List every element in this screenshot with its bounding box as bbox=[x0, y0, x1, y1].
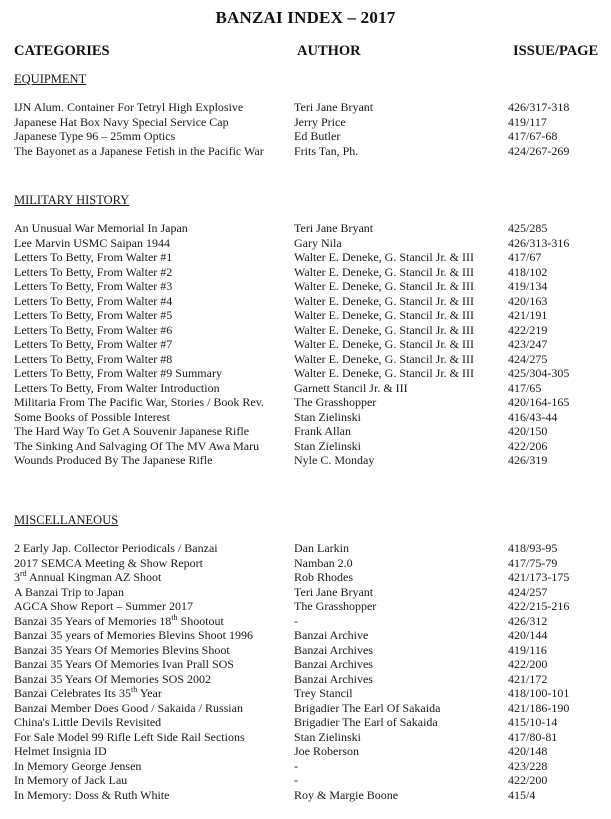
entry-author: Trey Stancil bbox=[294, 686, 353, 700]
index-entry-row bbox=[14, 788, 604, 803]
entry-list bbox=[14, 221, 604, 468]
entry-title-text: For Sale Model 99 Rifle Left Side Rail Sections bbox=[14, 729, 245, 744]
entry-issue-page: 422/215-216 bbox=[508, 599, 570, 613]
entry-title-text: Banzai 35 Years Of Memories SOS 2002 bbox=[14, 671, 211, 686]
index-entry-row bbox=[14, 686, 604, 701]
entry-title-ordinal: th bbox=[171, 612, 178, 622]
entry-author: Banzai Archives bbox=[294, 657, 373, 671]
index-entry-row bbox=[14, 556, 604, 571]
entry-title-text: Militaria From The Pacific War, Stories / Book Rev. bbox=[14, 395, 264, 409]
entry-title-text: Letters To Betty, From Walter #3 bbox=[14, 279, 173, 293]
index-entry-row bbox=[14, 144, 604, 159]
entry-title-text: China's Little Devils Revisited bbox=[14, 715, 162, 729]
entry-title bbox=[14, 236, 170, 251]
entry-list bbox=[14, 541, 604, 802]
entry-author: Brigadier The Earl Of Sakaida bbox=[294, 700, 441, 715]
entry-title bbox=[14, 250, 172, 265]
entry-issue-page: 417/67-68 bbox=[508, 129, 558, 143]
entry-issue-page: 420/164-165 bbox=[508, 395, 570, 409]
section-heading: MISCELLANEOUS bbox=[14, 513, 119, 527]
entry-issue-page: 425/285 bbox=[508, 221, 548, 235]
entry-title bbox=[14, 643, 230, 658]
entry-author: Namban 2.0 bbox=[294, 555, 353, 570]
entry-title-rest: Annual Kingman AZ Shoot bbox=[26, 570, 162, 584]
entry-title-rest: Shootout bbox=[177, 613, 224, 628]
entry-author: - bbox=[294, 773, 298, 787]
index-entry-row bbox=[14, 100, 604, 115]
entry-author: Nyle C. Monday bbox=[294, 453, 375, 467]
entry-title-text: In Memory of Jack Lau bbox=[14, 773, 128, 787]
entry-issue-page: 422/206 bbox=[508, 438, 548, 453]
index-entry-row bbox=[14, 585, 604, 600]
entry-issue-page: 426/317-318 bbox=[508, 100, 570, 114]
index-entry-row bbox=[14, 657, 604, 672]
entry-title-text: Letters To Betty, From Walter #8 bbox=[14, 351, 173, 366]
entry-title-text: Banzai Celebrates Its 35 bbox=[14, 686, 131, 700]
entry-author: Rob Rhodes bbox=[294, 570, 354, 584]
entry-title bbox=[14, 424, 249, 439]
entry-title-text: The Hard Way To Get A Souvenir Japanese Rifle bbox=[14, 424, 250, 438]
entry-issue-page: 417/67 bbox=[508, 250, 542, 264]
entry-title-text: In Memory: Doss & Ruth White bbox=[14, 787, 170, 802]
entry-title-text: Letters To Betty, From Walter #6 bbox=[14, 322, 173, 337]
entry-title-text: Letters To Betty, From Walter #9 Summary bbox=[14, 366, 222, 380]
entry-author: - bbox=[294, 758, 298, 773]
index-entry-row bbox=[14, 294, 604, 309]
entry-title bbox=[14, 381, 220, 396]
entry-title bbox=[14, 366, 222, 381]
entry-title bbox=[14, 628, 253, 643]
section-heading: EQUIPMENT bbox=[14, 72, 87, 86]
entry-title bbox=[14, 657, 234, 672]
entry-title-text: Letters To Betty, From Walter #7 bbox=[14, 337, 173, 351]
index-entry-row bbox=[14, 129, 604, 144]
entry-author: Stan Zielinski bbox=[294, 729, 361, 744]
entry-issue-page: 426/319 bbox=[508, 453, 548, 467]
section-heading: MILITARY HISTORY bbox=[14, 193, 130, 207]
index-entry-row bbox=[14, 643, 604, 658]
entry-author: Joe Roberson bbox=[294, 744, 359, 758]
entry-issue-page: 417/65 bbox=[508, 380, 542, 395]
entry-issue-page: 417/75-79 bbox=[508, 555, 558, 570]
index-entry-row bbox=[14, 614, 604, 629]
entry-title-text: Helmet Insignia ID bbox=[14, 744, 107, 758]
entry-title bbox=[14, 730, 245, 745]
entry-author: - bbox=[294, 613, 298, 628]
entry-issue-page: 420/150 bbox=[508, 424, 548, 438]
entry-title bbox=[14, 115, 229, 130]
entry-title bbox=[14, 395, 264, 410]
entry-title bbox=[14, 100, 243, 115]
entry-issue-page: 417/80-81 bbox=[508, 729, 558, 744]
index-entry-row bbox=[14, 352, 604, 367]
index-entry-row bbox=[14, 672, 604, 687]
index-entry-row bbox=[14, 366, 604, 381]
entry-title-text: Letters To Betty, From Walter Introduction bbox=[14, 380, 220, 395]
entry-title bbox=[14, 308, 172, 323]
entry-author: Frank Allan bbox=[294, 424, 351, 438]
entry-title-text: A Banzai Trip to Japan bbox=[14, 584, 124, 599]
entry-title bbox=[14, 788, 169, 803]
index-entry-row bbox=[14, 337, 604, 352]
section-miscellaneous bbox=[14, 513, 604, 802]
index-entry-row bbox=[14, 715, 604, 730]
entry-author: Stan Zielinski bbox=[294, 438, 361, 453]
entry-issue-page: 422/219 bbox=[508, 322, 548, 337]
entry-title-text: Japanese Type 96 – 25mm Optics bbox=[14, 129, 176, 143]
entry-issue-page: 421/172 bbox=[508, 671, 548, 686]
entry-issue-page: 425/304-305 bbox=[508, 366, 570, 380]
entry-author: Brigadier The Earl of Sakaida bbox=[294, 715, 438, 729]
entry-title-text: Banzai 35 Years Of Memories Ivan Prall SOS bbox=[14, 657, 234, 671]
index-entry-row bbox=[14, 628, 604, 643]
entry-author: Walter E. Deneke, G. Stancil Jr. & III bbox=[294, 279, 474, 293]
entry-author: The Grasshopper bbox=[294, 599, 377, 613]
entry-issue-page: 418/100-101 bbox=[508, 686, 570, 700]
entry-title-text: An Unusual War Memorial In Japan bbox=[14, 221, 188, 235]
entry-title-text: Banzai 35 Years Of Memories Blevins Shoot bbox=[14, 642, 230, 657]
entry-title-text: AGCA Show Report – Summer 2017 bbox=[14, 599, 194, 613]
entry-title-text: Lee Marvin USMC Saipan 1944 bbox=[14, 235, 170, 250]
index-entry-row bbox=[14, 323, 604, 338]
index-entry-row bbox=[14, 410, 604, 425]
entry-author: Teri Jane Bryant bbox=[294, 100, 374, 114]
index-entry-row bbox=[14, 381, 604, 396]
entry-issue-page: 420/144 bbox=[508, 628, 548, 642]
column-header-categories: CATEGORIES bbox=[14, 43, 110, 59]
entry-author: Walter E. Deneke, G. Stancil Jr. & III bbox=[294, 322, 474, 337]
entry-title bbox=[14, 570, 161, 585]
entry-author: Jerry Price bbox=[294, 114, 346, 129]
entry-author: Banzai Archives bbox=[294, 671, 373, 686]
entry-issue-page: 416/43-44 bbox=[508, 409, 558, 424]
entry-author: Frits Tan, Ph. bbox=[294, 143, 359, 158]
entry-author: Ed Butler bbox=[294, 129, 341, 143]
entry-title-ordinal: rd bbox=[20, 569, 27, 578]
index-entry-row bbox=[14, 701, 604, 716]
column-header-issue-page: ISSUE/PAGE bbox=[513, 43, 599, 59]
entry-title-text: Letters To Betty, From Walter #4 bbox=[14, 293, 173, 308]
entry-author: Banzai Archive bbox=[294, 628, 369, 642]
entry-title bbox=[14, 585, 124, 600]
entry-title bbox=[14, 352, 172, 367]
entry-title-text: Banzai 35 Years of Memories 18 bbox=[14, 613, 172, 628]
entry-author: Walter E. Deneke, G. Stancil Jr. & III bbox=[294, 308, 474, 322]
entry-issue-page: 421/191 bbox=[508, 308, 548, 322]
entry-title-text: In Memory George Jensen bbox=[14, 758, 142, 773]
entry-title bbox=[14, 686, 162, 701]
entry-author: Gary Nila bbox=[294, 235, 342, 250]
entry-title bbox=[14, 672, 211, 687]
entry-issue-page: 419/134 bbox=[508, 279, 548, 293]
entry-issue-page: 415/4 bbox=[508, 787, 536, 802]
entry-issue-page: 419/116 bbox=[508, 642, 547, 657]
entry-title bbox=[14, 614, 224, 629]
section-equipment bbox=[14, 72, 604, 158]
entry-author: Teri Jane Bryant bbox=[294, 221, 374, 235]
entry-author: Walter E. Deneke, G. Stancil Jr. & III bbox=[294, 366, 474, 380]
entry-issue-page: 424/257 bbox=[508, 584, 548, 599]
index-entry-row bbox=[14, 759, 604, 774]
column-header-author: AUTHOR bbox=[297, 43, 361, 59]
entry-title bbox=[14, 265, 172, 280]
entry-issue-page: 421/186-190 bbox=[508, 700, 570, 715]
index-entry-row bbox=[14, 115, 604, 130]
entry-author: Banzai Archives bbox=[294, 642, 373, 657]
index-entry-row bbox=[14, 570, 604, 585]
entry-title bbox=[14, 541, 218, 556]
entry-title-text: The Bayonet as a Japanese Fetish in the Pacific War bbox=[14, 143, 264, 158]
index-entry-row bbox=[14, 730, 604, 745]
entry-title-text: 2017 SEMCA Meeting & Show Report bbox=[14, 555, 204, 570]
entry-title bbox=[14, 701, 243, 716]
entry-issue-page: 419/117 bbox=[508, 114, 547, 129]
entry-author: Stan Zielinski bbox=[294, 409, 361, 424]
entry-author: Walter E. Deneke, G. Stancil Jr. & III bbox=[294, 337, 474, 351]
index-entry-row bbox=[14, 773, 604, 788]
entry-title-text: Letters To Betty, From Walter #1 bbox=[14, 250, 173, 264]
entry-issue-page: 426/313-316 bbox=[508, 235, 570, 250]
entry-title bbox=[14, 221, 188, 236]
entry-issue-page: 424/275 bbox=[508, 351, 548, 366]
entry-title-text: Some Books of Possible Interest bbox=[14, 409, 170, 424]
entry-title bbox=[14, 759, 141, 774]
index-entry-row bbox=[14, 221, 604, 236]
entry-list bbox=[14, 100, 604, 158]
entry-title bbox=[14, 439, 259, 454]
entry-title bbox=[14, 556, 203, 571]
index-entry-row bbox=[14, 439, 604, 454]
index-entry-row bbox=[14, 308, 604, 323]
index-entry-row bbox=[14, 236, 604, 251]
entry-author: Walter E. Deneke, G. Stancil Jr. & III bbox=[294, 293, 474, 308]
entry-title-text: Banzai Member Does Good / Sakaida / Russian bbox=[14, 700, 243, 715]
entry-author: Walter E. Deneke, G. Stancil Jr. & III bbox=[294, 264, 474, 279]
entry-issue-page: 422/200 bbox=[508, 773, 548, 787]
entry-author: Roy & Margie Boone bbox=[294, 787, 399, 802]
index-entry-row bbox=[14, 265, 604, 280]
entry-title bbox=[14, 279, 172, 294]
entry-title-ordinal: th bbox=[130, 685, 138, 694]
entry-title-text: 2 Early Jap. Collector Periodicals / Banzai bbox=[14, 541, 218, 555]
entry-issue-page: 424/267-269 bbox=[508, 143, 570, 158]
entry-author: Garnett Stancil Jr. & III bbox=[294, 380, 408, 395]
entry-title-text: IJN Alum. Container For Tetryl High Explosive bbox=[14, 100, 244, 114]
entry-title bbox=[14, 129, 175, 144]
entry-issue-page: 420/148 bbox=[508, 744, 548, 758]
entry-issue-page: 426/312 bbox=[508, 613, 548, 628]
entry-author: Walter E. Deneke, G. Stancil Jr. & III bbox=[294, 250, 474, 264]
entry-issue-page: 423/247 bbox=[508, 337, 548, 351]
entry-issue-page: 415/10-14 bbox=[508, 715, 558, 729]
entry-issue-page: 420/163 bbox=[508, 293, 548, 308]
entry-title bbox=[14, 294, 172, 309]
section-military-history bbox=[14, 193, 604, 468]
index-entry-row bbox=[14, 424, 604, 439]
entry-title-text: The Sinking And Salvaging Of The MV Awa Maru bbox=[14, 438, 260, 453]
entry-issue-page: 418/102 bbox=[508, 264, 548, 279]
entry-title-text: Letters To Betty, From Walter #5 bbox=[14, 308, 173, 322]
entry-issue-page: 423/228 bbox=[508, 758, 548, 773]
entry-title bbox=[14, 715, 161, 730]
entry-issue-page: 418/93-95 bbox=[508, 541, 558, 555]
entry-issue-page: 422/200 bbox=[508, 657, 548, 671]
index-entry-row bbox=[14, 395, 604, 410]
entry-title bbox=[14, 453, 212, 468]
entry-title bbox=[14, 410, 170, 425]
entry-title bbox=[14, 599, 193, 614]
page-title: BANZAI INDEX – 2017 bbox=[215, 8, 396, 27]
index-entry-row bbox=[14, 599, 604, 614]
entry-title-rest: Year bbox=[137, 686, 162, 700]
index-entry-row bbox=[14, 541, 604, 556]
entry-title-text: Japanese Hat Box Navy Special Service Cap bbox=[14, 114, 229, 129]
entry-author: Dan Larkin bbox=[294, 541, 349, 555]
index-entry-row bbox=[14, 279, 604, 294]
entry-title bbox=[14, 773, 127, 788]
entry-title bbox=[14, 337, 172, 352]
index-entry-row bbox=[14, 453, 604, 468]
entry-title-text: Wounds Produced By The Japanese Rifle bbox=[14, 453, 213, 467]
entry-author: Teri Jane Bryant bbox=[294, 584, 374, 599]
entry-title bbox=[14, 144, 264, 159]
entry-title-text: 3 bbox=[14, 570, 20, 584]
entry-title-text: Banzai 35 years of Memories Blevins Shoot 1996 bbox=[14, 628, 253, 642]
entry-title bbox=[14, 323, 172, 338]
entry-author: The Grasshopper bbox=[294, 395, 377, 409]
entry-author: Walter E. Deneke, G. Stancil Jr. & III bbox=[294, 351, 474, 366]
entry-title bbox=[14, 744, 107, 759]
index-entry-row bbox=[14, 250, 604, 265]
index-entry-row bbox=[14, 744, 604, 759]
entry-title-text: Letters To Betty, From Walter #2 bbox=[14, 264, 173, 279]
entry-issue-page: 421/173-175 bbox=[508, 570, 570, 584]
